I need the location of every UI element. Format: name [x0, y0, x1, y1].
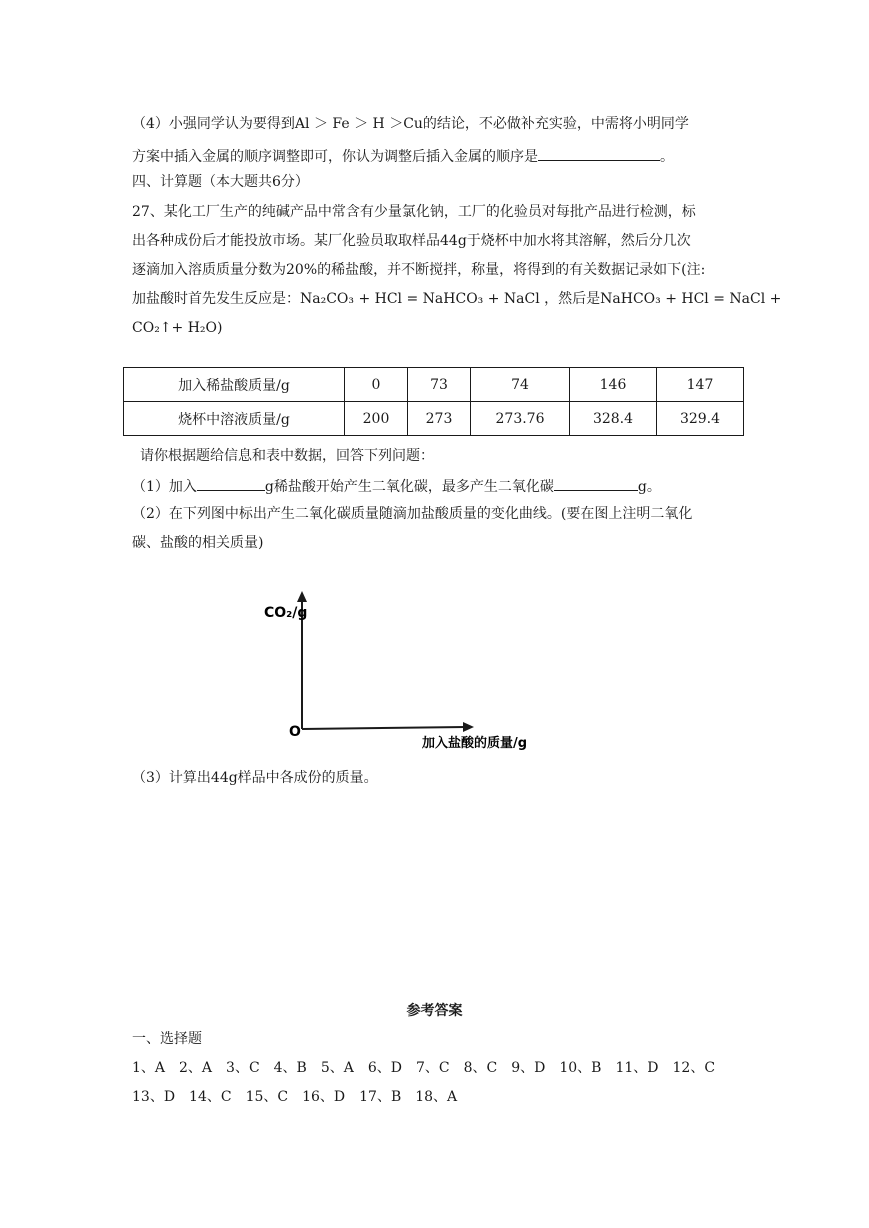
answers-title: 参考答案	[406, 1003, 463, 1019]
row-label: 烧杯中溶液质量/g	[124, 402, 345, 436]
table-cell: 147	[657, 368, 744, 402]
table-cell: 73	[408, 368, 471, 402]
sub2-line-2: 碳、盐酸的相关质量)	[132, 535, 264, 551]
x-axis-label: 加入盐酸的质量/g	[422, 736, 528, 751]
table-cell: 74	[471, 368, 570, 402]
row-label: 加入稀盐酸质量/g	[124, 368, 345, 402]
x-axis	[302, 727, 466, 729]
table-row	[124, 402, 744, 436]
q27-line-3: 逐滴加入溶质质量分数为20%的稀盐酸，并不断搅拌，称量，将得到的有关数据记录如下(注:	[132, 262, 706, 278]
q27-line-5: CO₂↑+ H₂O)	[132, 320, 223, 336]
sub-question-3: （3）计算出44g样品中各成份的质量。	[132, 770, 378, 786]
sub1-part-a: （1）加入	[132, 479, 197, 495]
sub1-part-b: g稀盐酸开始产生二氧化碳，最多产生二氧化碳	[264, 479, 554, 495]
q4-line-2-text: 方案中插入金属的顺序调整即可，你认为调整后插入金属的顺序是	[132, 149, 538, 165]
q4-line-2-end: 。	[660, 149, 674, 165]
answers-row-2: 13、D 14、C 15、C 16、D 17、B 18、A	[132, 1089, 458, 1105]
sub2-line-1: （2）在下列图中标出产生二氧化碳质量随滴加盐酸质量的变化曲线。(要在图上注明二氧化	[132, 506, 693, 522]
answers-section-1: 一、选择题	[132, 1031, 202, 1047]
q27-line-4: 加盐酸时首先发生反应是：Na₂CO₃ + HCl = NaHCO₃ + NaCl ，然后是NaHCO₃ + HCl = NaCl +	[132, 291, 782, 307]
table-cell: 200	[345, 402, 408, 436]
q27-line-1: 27、某化工厂生产的纯碱产品中常含有少量氯化钠，工厂的化验员对每批产品进行检测，标	[132, 204, 696, 220]
answer-blank[interactable]	[538, 144, 660, 161]
sub-question-1	[132, 474, 661, 497]
sub1-part-c: g。	[637, 479, 661, 495]
instruction: 请你根据题给信息和表中数据，回答下列问题：	[140, 448, 434, 464]
table-row	[124, 368, 744, 402]
y-axis-arrow-icon	[297, 591, 307, 602]
q4-line-2	[132, 144, 674, 167]
answer-blank[interactable]	[554, 474, 638, 491]
blank-graph[interactable]	[250, 585, 550, 760]
q4-line-1: （4）小强同学认为要得到Al ＞ Fe ＞ H ＞Cu的结论，不必做补充实验，中需将小明同学	[132, 116, 689, 132]
answer-blank[interactable]	[197, 474, 265, 491]
section-4-title: 四、计算题（本大题共6分）	[132, 174, 309, 190]
data-table	[123, 367, 744, 436]
table-cell: 146	[570, 368, 657, 402]
x-axis-arrow-icon	[463, 722, 474, 732]
table-cell: 0	[345, 368, 408, 402]
table-cell: 273	[408, 402, 471, 436]
table-cell: 329.4	[657, 402, 744, 436]
y-axis-label: CO₂/g	[264, 605, 308, 621]
answers-row-1: 1、A 2、A 3、C 4、B 5、A 6、D 7、C 8、C 9、D 10、B 11、D 12、C	[132, 1060, 716, 1076]
origin-label: O	[289, 724, 301, 740]
table-cell: 328.4	[570, 402, 657, 436]
q27-line-2: 出各种成份后才能投放市场。某厂化验员取取样品44g于烧杯中加水将其溶解，然后分几次	[132, 233, 691, 249]
table-cell: 273.76	[471, 402, 570, 436]
